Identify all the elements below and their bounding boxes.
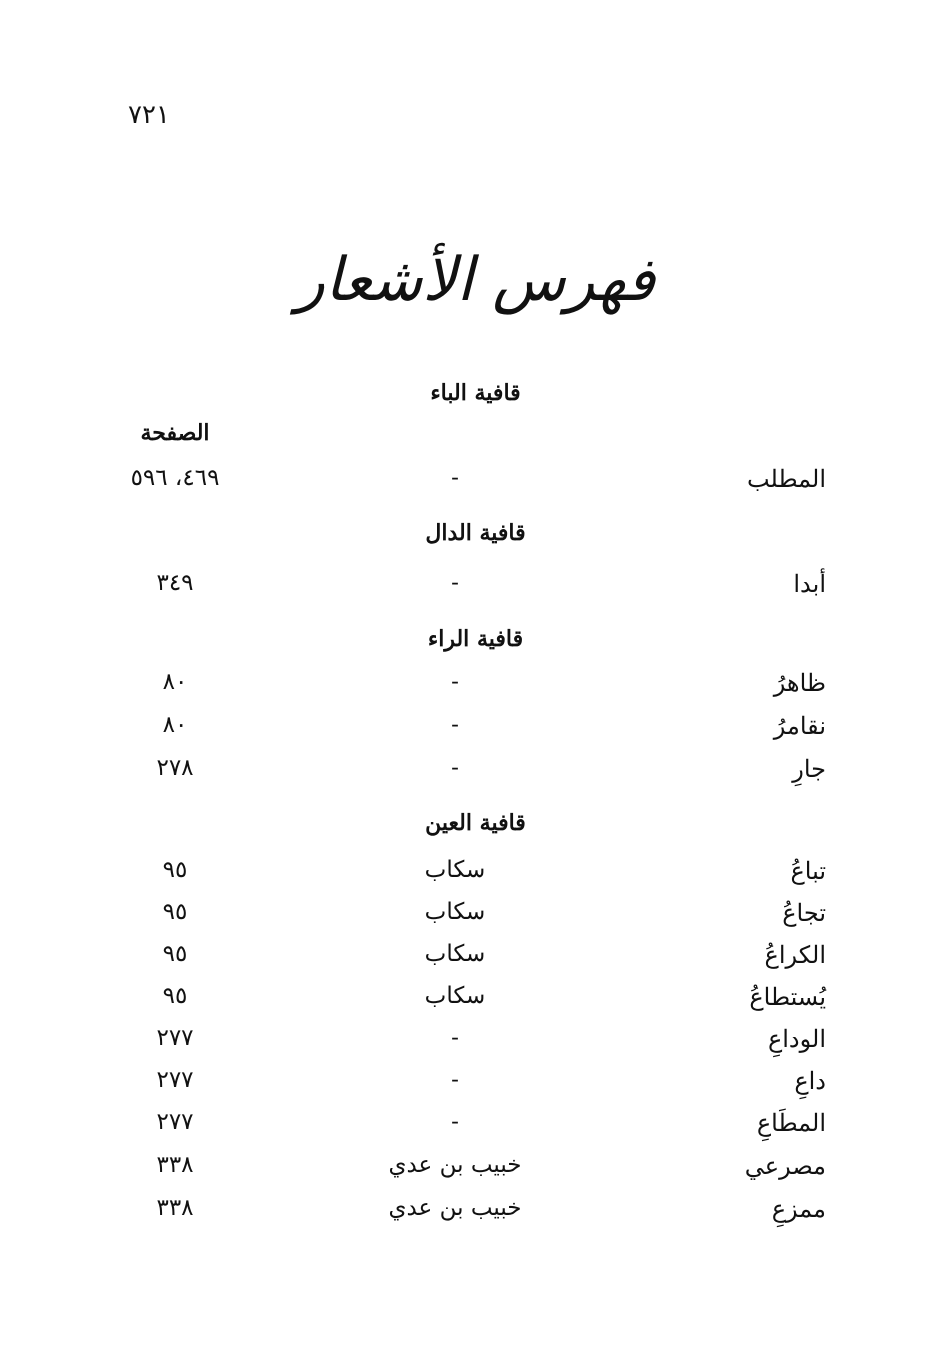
- page-ref: ٢٧٨: [156, 755, 194, 781]
- rhyme-word: المطلب: [746, 465, 826, 493]
- rhyme-word: تباعُ: [790, 857, 826, 885]
- poet-name: -: [451, 1109, 459, 1135]
- table-row: [0, 857, 951, 893]
- poet-name: -: [451, 465, 459, 491]
- table-row: [0, 899, 951, 935]
- section-heading-ba: قافية الباء: [430, 380, 521, 406]
- table-row: [0, 570, 951, 606]
- page-ref: ٤٦٩، ٥٩٦: [130, 465, 220, 491]
- rhyme-word: داعِ: [794, 1067, 826, 1095]
- rhyme-word: الكراعُ: [764, 941, 826, 969]
- poet-name: سكاب: [424, 899, 486, 925]
- table-row: [0, 755, 951, 791]
- page-ref: ٢٧٧: [156, 1025, 194, 1051]
- poet-name: سكاب: [424, 857, 486, 883]
- page-number: ٧٢١: [128, 100, 170, 130]
- page-ref: ٣٣٨: [156, 1195, 194, 1221]
- page-ref: ٢٧٧: [156, 1109, 194, 1135]
- poet-name: -: [451, 712, 459, 738]
- section-heading-ain: قافية العين: [425, 810, 526, 836]
- table-row: [0, 1195, 951, 1231]
- poet-name: خبيب بن عدي: [388, 1152, 522, 1178]
- rhyme-word: يُستطاعُ: [749, 983, 826, 1011]
- poet-name: -: [451, 669, 459, 695]
- table-row: [0, 712, 951, 748]
- rhyme-word: نقامرُ: [773, 712, 826, 740]
- poet-name: -: [451, 1067, 459, 1093]
- page-ref: ٩٥: [162, 899, 188, 925]
- poet-name: خبيب بن عدي: [388, 1195, 522, 1221]
- rhyme-word: ظاهرُ: [773, 669, 826, 697]
- page-ref: ٩٥: [162, 983, 188, 1009]
- page-ref: ٢٧٧: [156, 1067, 194, 1093]
- index-title: فهرس الأشعار: [295, 245, 656, 315]
- page-ref: ٩٥: [162, 857, 188, 883]
- table-row: [0, 1109, 951, 1145]
- table-row: [0, 1067, 951, 1103]
- table-row: [0, 669, 951, 705]
- poet-name: -: [451, 1025, 459, 1051]
- table-row: [0, 983, 951, 1019]
- rhyme-word: ممزعِ: [771, 1195, 826, 1223]
- table-row: [0, 941, 951, 977]
- poet-name: -: [451, 570, 459, 596]
- page-ref: ٣٣٨: [156, 1152, 194, 1178]
- poet-name: سكاب: [424, 941, 486, 967]
- rhyme-word: المطَاعِ: [756, 1109, 826, 1137]
- rhyme-word: تجاعُ: [782, 899, 826, 927]
- table-row: [0, 465, 951, 501]
- poet-name: -: [451, 755, 459, 781]
- poet-name: سكاب: [424, 983, 486, 1009]
- rhyme-word: أبدا: [793, 570, 826, 598]
- page-ref: ٣٤٩: [156, 570, 194, 596]
- section-heading-ra: قافية الراء: [427, 626, 524, 652]
- section-heading-dal: قافية الدال: [425, 520, 526, 546]
- page-ref: ٨٠: [162, 712, 188, 738]
- rhyme-word: مصرعي: [744, 1152, 826, 1180]
- rhyme-word: الوداعِ: [767, 1025, 826, 1053]
- page-ref: ٨٠: [162, 669, 188, 695]
- table-row: [0, 1152, 951, 1188]
- rhyme-word: جارِ: [792, 755, 826, 783]
- page-ref: ٩٥: [162, 941, 188, 967]
- page-column-header: الصفحة: [140, 420, 210, 446]
- table-row: [0, 1025, 951, 1061]
